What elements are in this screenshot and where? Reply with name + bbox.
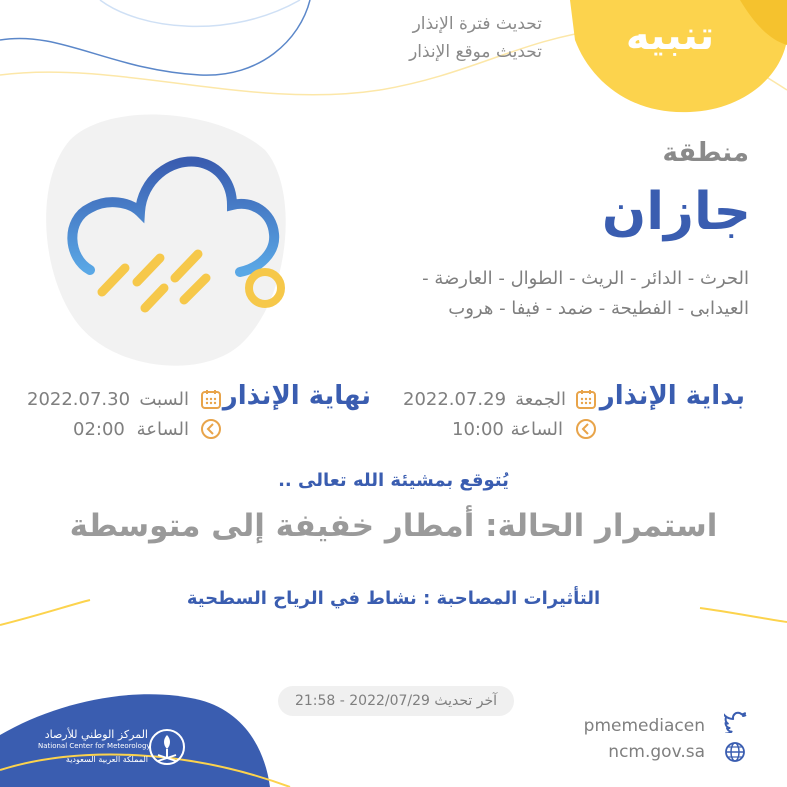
forecast-effects: التأثيرات المصاحبة : نشاط في الرياح السطحية bbox=[186, 588, 601, 609]
forecast-intro: يُتوقع بمشيئة الله تعالى .. bbox=[278, 470, 509, 491]
globe-icon[interactable] bbox=[724, 741, 746, 763]
alert-label: تنبيه bbox=[625, 13, 715, 59]
end-title: نهاية الإنذار bbox=[222, 381, 371, 411]
end-time: 02:00 bbox=[73, 419, 125, 440]
update-location-link[interactable]: تحديث موقع الإنذار bbox=[409, 42, 542, 62]
ncm-logo-icon bbox=[148, 727, 186, 769]
twitter-handle-link[interactable]: pmemediacen bbox=[583, 716, 705, 736]
region-name: جازان bbox=[601, 182, 751, 242]
website-link[interactable]: ncm.gov.sa bbox=[608, 742, 705, 762]
start-date: 2022.07.29 bbox=[403, 389, 507, 410]
start-time: 10:00 bbox=[452, 419, 504, 440]
clock-icon bbox=[575, 418, 597, 440]
start-title: بداية الإنذار bbox=[599, 381, 745, 411]
towns-line-1: الحرث - الدائر - الريث - الطوال - العارضة - bbox=[422, 268, 749, 289]
end-date: 2022.07.30 bbox=[27, 389, 131, 410]
last-update-badge: آخر تحديث 2022/07/29 - 21:58 bbox=[278, 686, 514, 716]
org-name-english: National Center for Meteorology bbox=[38, 742, 151, 750]
twitter-icon[interactable] bbox=[724, 711, 748, 733]
org-kingdom: المملكة العربية السعودية bbox=[65, 755, 148, 764]
region-label: منطقة bbox=[662, 138, 749, 168]
org-name-arabic: المركز الوطني للأرصاد bbox=[44, 728, 148, 741]
clock-icon bbox=[200, 418, 222, 440]
start-time-label: الساعة bbox=[510, 419, 563, 440]
start-day: الجمعة bbox=[515, 389, 566, 410]
update-period-link[interactable]: تحديث فترة الإنذار bbox=[412, 14, 542, 34]
forecast-condition: استمرار الحالة: أمطار خفيفة إلى متوسطة bbox=[69, 508, 718, 544]
calendar-icon bbox=[575, 388, 597, 410]
rain-cloud-sun-icon bbox=[60, 150, 290, 320]
end-time-label: الساعة bbox=[136, 419, 189, 440]
towns-line-2: العيدابى - الفطيحة - ضمد - فيفا - هروب bbox=[448, 298, 749, 319]
end-day: السبت bbox=[139, 389, 189, 410]
calendar-icon bbox=[200, 388, 222, 410]
